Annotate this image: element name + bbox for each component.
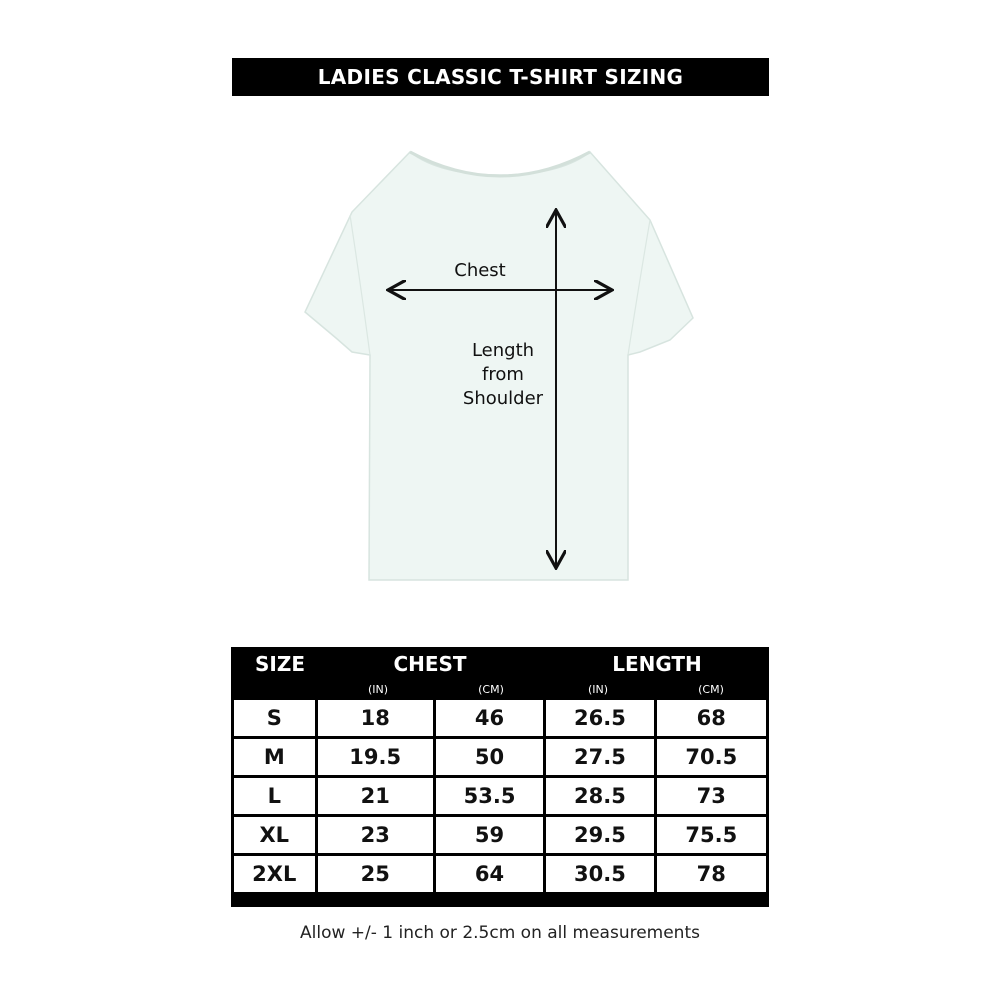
table-row	[234, 739, 766, 775]
chest-cm-cell: 59	[436, 817, 543, 853]
length-label-line: from	[482, 364, 524, 385]
header-unit-length-in: (IN)	[587, 683, 609, 696]
length-cm-cell: 75.5	[657, 817, 766, 853]
measurement-tolerance-note: Allow +/- 1 inch or 2.5cm on all measurements	[300, 923, 700, 943]
chest-label: Chest	[454, 260, 506, 281]
length-in-cell: 29.5	[546, 817, 653, 853]
size-cell: 2XL	[234, 856, 315, 892]
header-chest: CHEST	[393, 652, 467, 676]
table-row	[234, 817, 766, 853]
chest-cm-cell: 50	[436, 739, 543, 775]
chest-cm-cell: 53.5	[436, 778, 543, 814]
header-unit-chest-cm: (CM)	[478, 683, 504, 696]
chest-in-cell: 19.5	[318, 739, 433, 775]
length-in-cell: 28.5	[546, 778, 653, 814]
size-cell: L	[234, 778, 315, 814]
chest-in-cell: 18	[318, 700, 433, 736]
chest-in-cell: 21	[318, 778, 433, 814]
header-length: LENGTH	[612, 652, 702, 676]
length-cm-cell: 73	[657, 778, 766, 814]
header-size: SIZE	[254, 652, 305, 676]
header-unit-chest-in: (IN)	[367, 683, 389, 696]
size-chart-table	[231, 647, 769, 907]
size-cell: S	[234, 700, 315, 736]
length-in-cell: 30.5	[546, 856, 653, 892]
size-cell: XL	[234, 817, 315, 853]
size-cell: M	[234, 739, 315, 775]
length-cm-cell: 70.5	[657, 739, 766, 775]
length-label	[438, 339, 568, 411]
table-row	[234, 778, 766, 814]
table-body	[234, 700, 766, 895]
header-unit-length-cm: (CM)	[698, 683, 724, 696]
chest-in-cell: 23	[318, 817, 433, 853]
table-row	[234, 856, 766, 892]
page-title: LADIES CLASSIC T-SHIRT SIZING	[232, 58, 769, 96]
chest-cm-cell: 46	[436, 700, 543, 736]
table-row	[234, 700, 766, 736]
chest-cm-cell: 64	[436, 856, 543, 892]
length-in-cell: 27.5	[546, 739, 653, 775]
chest-in-cell: 25	[318, 856, 433, 892]
length-cm-cell: 78	[657, 856, 766, 892]
length-label-line: Length	[471, 340, 535, 361]
length-label-line: Shoulder	[462, 388, 544, 409]
length-cm-cell: 68	[657, 700, 766, 736]
length-in-cell: 26.5	[546, 700, 653, 736]
